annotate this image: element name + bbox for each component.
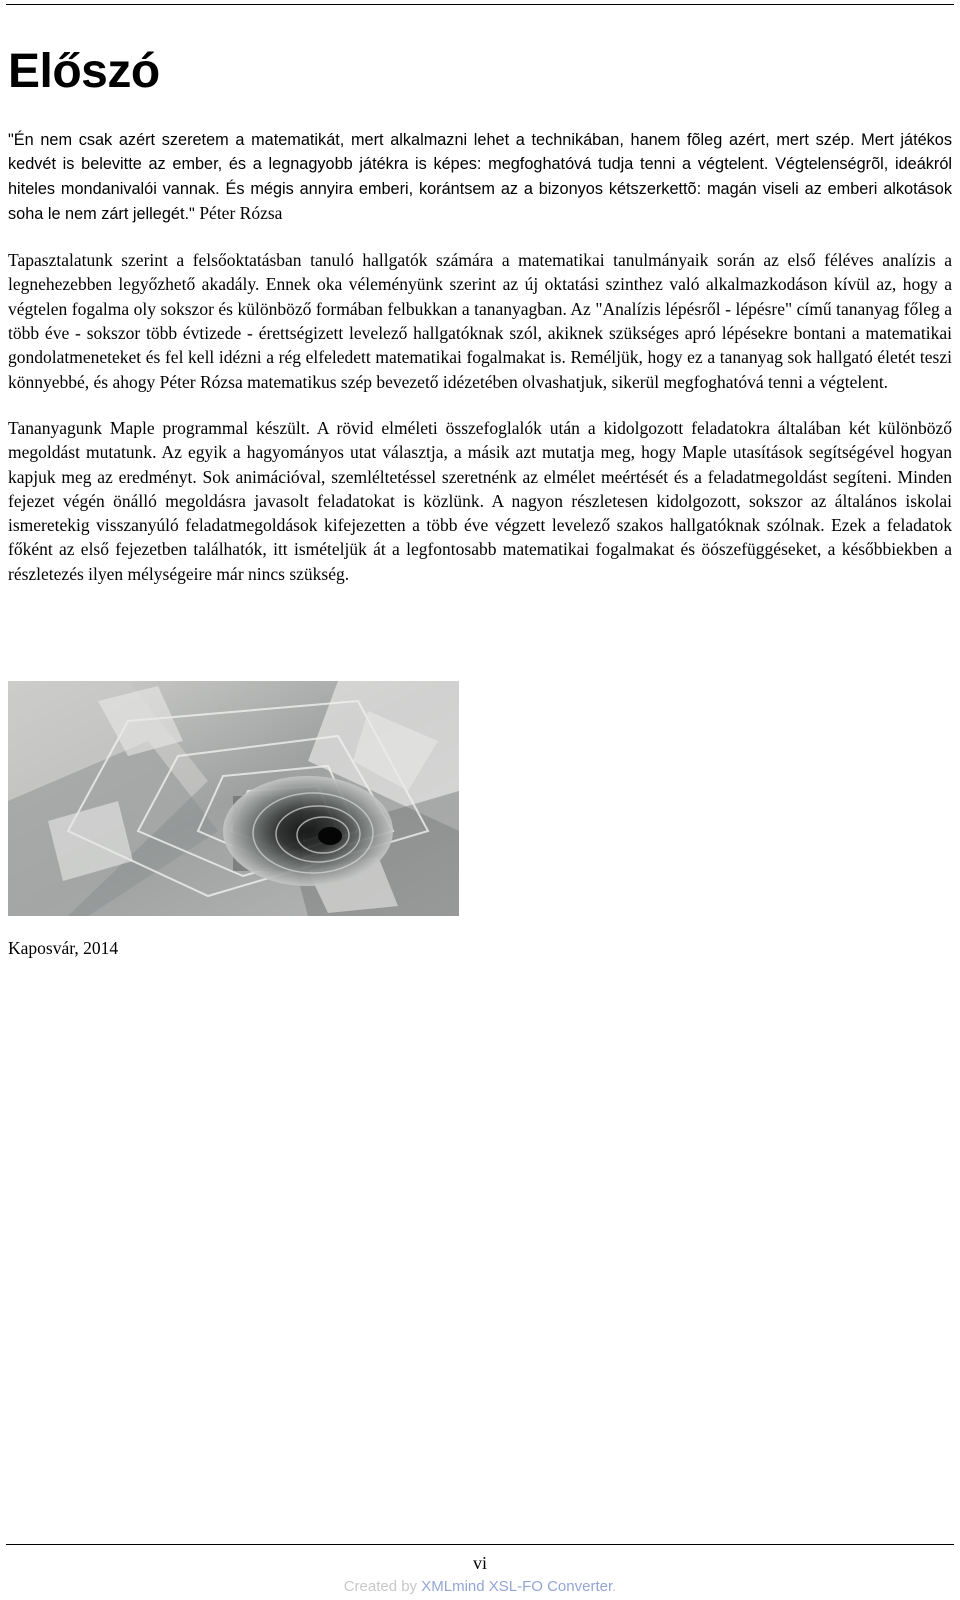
watermark-brand-link[interactable]: XMLmind XSL-FO Converter (421, 1578, 613, 1595)
top-rule (6, 4, 954, 5)
quote-author: Péter Rózsa (199, 202, 283, 223)
opening-quote (8, 128, 952, 226)
page-title: Előszó (8, 45, 160, 98)
footer-rule (6, 1544, 954, 1545)
quote-text: "Én nem csak azért szeretem a matematikát, mert alkalmazni lehet a technikában, hanem fõleg azért, mert szép. Mert játékos kedvét is belevitte az ember, és a legnagyobb játékra is képes: megfoghatóvá tudja tenni a végtelent. Végtelenségrõl, ideákról hiteles mondanivalói vannak. És mégis annyira emberi, korántsem az a bizonyos kétszerkettõ: magán viseli az emberi alkotások soha le nem zárt jellegét." (8, 131, 952, 223)
paragraph-1: Tapasztalatunk szerint a felsőoktatásban tanuló hallgatók számára a matematikai tanulmányaik során az első féléves analízis a legnehezebben legyőzhető akadály. Ennek oka véleményünk szerint az új oktatási szinthez való alkalmazkodáson kívül az, hogy a végtelen fogalma oly sokszor és különböző formában felbukkan a tananyagban. Az "Analízis lépésről - lépésre" című tananyag főleg a több éve - sokszor több évtizede - érettségizett levelező hallgatóknak szól, akiknek szükséges apró lépésekre bontani a matematikai gondolatmeneteket és fel kell idézni a rég elfeledett matematikai fogalmakat is. Reméljük, hogy ez a tananyag sok hallgató életét teszi könnyebbé, és ahogy Péter Rózsa matematikus szép bevezető idézetében olvashatjuk, sikerül megfoghatóvá tenni a végtelent. (8, 250, 952, 392)
watermark-suffix: . (612, 1578, 617, 1595)
spiral-tunnel-image (8, 681, 459, 916)
dateline: Kaposvár, 2014 (8, 938, 119, 958)
page-number: vi (472, 1553, 487, 1573)
converter-watermark (0, 1578, 960, 1595)
paragraph-2: Tananyagunk Maple programmal készült. A rövid elméleti összefoglalók után a kidolgozott feladatokra általában két különböző megoldást mutatunk. Az egyik a hagyományos utat választja, a másik azt mutatja meg, hogy Maple utasítások segítségével hogyan kapjuk meg az eredményt. Sok animációval, szemléltetéssel szeretnénk az elmélet meértését és a feladatmegoldást segíteni. Minden fejezet végén önálló megoldásra javasolt feladatokat is közlünk. A nagyon részletesen kidolgozott, sokszor az általános iskolai ismeretekig visszanyúló feladatmegoldások kifejezetten a több éve végzett levelező szakos hallgatóknak szólnak. Ezek a feladatok főként az első fejezetben találhatók, itt ismételjük át a legfontosabb matematikai fogalmakat és öószefüggéseket, a későbbiekben a részletezés ilyen mélységeire már nincs szükség. (8, 417, 952, 584)
watermark-prefix: Created by (343, 1578, 422, 1595)
preface-body (8, 128, 952, 586)
